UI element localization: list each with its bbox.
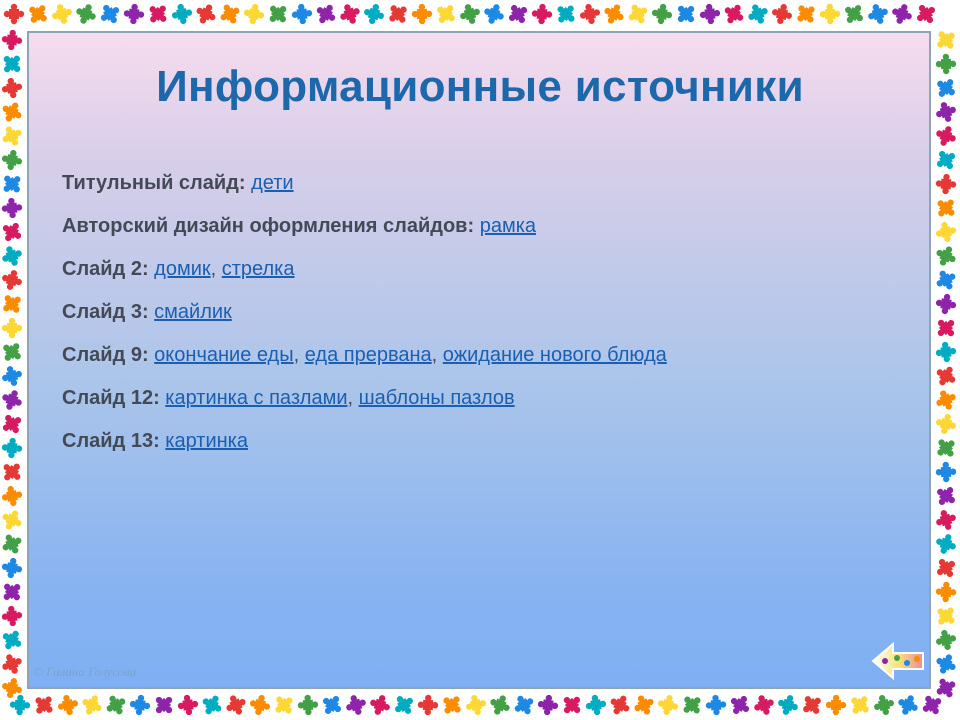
puzzle-piece-icon bbox=[932, 434, 960, 463]
puzzle-piece-icon bbox=[934, 220, 958, 244]
puzzle-piece-icon bbox=[123, 3, 145, 25]
puzzle-piece-icon bbox=[932, 602, 960, 631]
source-line-slide-9 bbox=[62, 340, 922, 383]
puzzle-piece-icon bbox=[932, 26, 960, 55]
puzzle-piece-icon bbox=[537, 694, 560, 717]
puzzle-piece-icon bbox=[0, 122, 26, 149]
puzzle-piece-icon bbox=[932, 362, 960, 390]
source-label: Авторский дизайн оформления слайдов: bbox=[62, 215, 475, 237]
puzzle-piece-icon bbox=[650, 2, 673, 25]
puzzle-piece-icon bbox=[412, 4, 433, 25]
copyright-signature: © Галина Голусова bbox=[33, 664, 137, 679]
puzzle-piece-icon bbox=[144, 0, 173, 28]
puzzle-piece-icon bbox=[935, 581, 956, 602]
puzzle-piece-icon bbox=[0, 651, 25, 678]
puzzle-piece-icon bbox=[932, 266, 960, 294]
puzzle-piece-icon bbox=[935, 173, 957, 195]
puzzle-piece-icon bbox=[819, 3, 840, 24]
puzzle-piece-icon bbox=[49, 1, 74, 26]
puzzle-piece-icon bbox=[367, 692, 393, 718]
source-link[interactable]: картинка bbox=[165, 430, 248, 452]
puzzle-piece-icon bbox=[558, 691, 587, 720]
puzzle-piece-icon bbox=[0, 387, 25, 413]
puzzle-piece-icon bbox=[1, 29, 23, 51]
puzzle-piece-icon bbox=[0, 148, 24, 172]
source-line-slide-3 bbox=[62, 297, 922, 340]
back-arrow-icon[interactable] bbox=[871, 641, 925, 681]
puzzle-piece-icon bbox=[0, 530, 26, 557]
puzzle-piece-icon bbox=[170, 2, 194, 26]
source-label: Слайд 13: bbox=[62, 430, 160, 452]
puzzle-piece-icon bbox=[912, 0, 940, 28]
puzzle-piece-icon bbox=[933, 531, 959, 557]
puzzle-piece-icon bbox=[297, 694, 318, 715]
puzzle-piece-icon bbox=[792, 0, 821, 28]
puzzle-piece-icon bbox=[895, 692, 922, 719]
puzzle-piece-icon bbox=[432, 0, 460, 28]
source-link[interactable]: стрелка bbox=[221, 258, 295, 280]
puzzle-piece-icon bbox=[865, 1, 891, 27]
puzzle-piece-icon bbox=[198, 691, 226, 719]
puzzle-piece-icon bbox=[457, 1, 482, 26]
puzzle-piece-icon bbox=[128, 693, 151, 716]
puzzle-piece-icon bbox=[531, 3, 553, 25]
puzzle-piece-icon bbox=[464, 693, 489, 718]
puzzle-piece-icon bbox=[56, 693, 80, 717]
puzzle-piece-icon bbox=[176, 693, 199, 716]
puzzle-piece-icon bbox=[933, 651, 960, 678]
puzzle-piece-icon bbox=[1, 437, 23, 459]
puzzle-piece-icon bbox=[216, 0, 243, 27]
puzzle-piece-icon bbox=[872, 693, 897, 718]
puzzle-piece-icon bbox=[362, 2, 387, 27]
source-link[interactable]: рамка bbox=[479, 215, 537, 237]
puzzle-piece-icon bbox=[552, 0, 581, 28]
source-link[interactable]: смайлик bbox=[154, 301, 232, 323]
puzzle-piece-icon bbox=[600, 0, 627, 27]
puzzle-piece-icon bbox=[578, 2, 602, 26]
puzzle-piece-icon bbox=[918, 691, 946, 719]
puzzle-piece-icon bbox=[248, 693, 272, 717]
source-link[interactable]: ожидание нового блюда bbox=[442, 344, 667, 366]
source-label: Слайд 2: bbox=[62, 258, 149, 280]
puzzle-piece-icon bbox=[751, 692, 777, 718]
puzzle-piece-icon bbox=[96, 0, 124, 28]
puzzle-piece-icon bbox=[624, 0, 652, 28]
puzzle-piece-icon bbox=[0, 578, 26, 607]
puzzle-piece-icon bbox=[932, 314, 960, 343]
puzzle-piece-icon bbox=[584, 693, 607, 716]
puzzle-piece-icon bbox=[4, 4, 24, 24]
source-link[interactable]: картинка с пазлами bbox=[165, 387, 348, 409]
puzzle-piece-icon bbox=[79, 692, 106, 719]
puzzle-piece-icon bbox=[932, 146, 960, 174]
puzzle-piece-icon bbox=[678, 691, 707, 720]
puzzle-piece-icon bbox=[438, 691, 467, 720]
puzzle-piece-icon bbox=[417, 694, 438, 715]
puzzle-piece-icon bbox=[0, 556, 24, 580]
puzzle-piece-icon bbox=[223, 692, 250, 719]
puzzle-piece-icon bbox=[726, 691, 754, 719]
puzzle-piece-icon bbox=[745, 1, 772, 28]
puzzle-piece-icon bbox=[770, 2, 795, 27]
puzzle-piece-icon bbox=[0, 458, 26, 487]
puzzle-piece-icon bbox=[270, 691, 299, 720]
source-label: Титульный слайд: bbox=[62, 172, 246, 194]
puzzle-piece-icon bbox=[656, 693, 680, 717]
puzzle-piece-icon bbox=[0, 506, 26, 533]
puzzle-piece-icon bbox=[933, 507, 959, 533]
source-line-slide-13 bbox=[62, 426, 922, 469]
puzzle-piece-icon bbox=[889, 1, 915, 27]
puzzle-piece-icon bbox=[192, 0, 219, 27]
puzzle-piece-icon bbox=[606, 691, 634, 719]
puzzle-piece-icon bbox=[0, 410, 26, 438]
puzzle-piece-icon bbox=[840, 0, 868, 28]
puzzle-piece-icon bbox=[935, 461, 956, 482]
puzzle-piece-icon bbox=[699, 3, 722, 26]
source-label: Слайд 12: bbox=[62, 387, 160, 409]
puzzle-piece-icon bbox=[932, 242, 959, 269]
puzzle-piece-icon bbox=[481, 1, 507, 27]
puzzle-piece-icon bbox=[672, 0, 701, 28]
puzzle-piece-icon bbox=[932, 482, 960, 510]
puzzle-piece-icon bbox=[102, 691, 130, 719]
puzzle-piece-icon bbox=[932, 194, 960, 223]
source-link[interactable]: окончание еды bbox=[154, 344, 294, 366]
puzzle-piece-icon bbox=[0, 170, 26, 199]
puzzle-piece-icon bbox=[0, 484, 24, 508]
source-line-slide-12 bbox=[62, 383, 922, 426]
puzzle-piece-icon bbox=[9, 694, 30, 715]
source-line-design bbox=[62, 211, 922, 254]
source-label: Слайд 3: bbox=[62, 301, 149, 323]
puzzle-piece-icon bbox=[264, 0, 293, 28]
puzzle-piece-icon bbox=[0, 267, 25, 292]
puzzle-piece-icon bbox=[24, 0, 53, 28]
puzzle-piece-icon bbox=[932, 674, 960, 702]
puzzle-piece-icon bbox=[30, 691, 59, 720]
source-label: Слайд 9: bbox=[62, 344, 149, 366]
puzzle-piece-icon bbox=[312, 0, 340, 28]
separator: , bbox=[347, 387, 359, 409]
puzzle-piece-icon bbox=[504, 0, 532, 28]
separator: , bbox=[431, 344, 443, 366]
source-link[interactable]: еда прервана bbox=[304, 344, 432, 366]
puzzle-piece-icon bbox=[935, 341, 958, 364]
puzzle-piece-icon bbox=[0, 243, 25, 269]
puzzle-piece-icon bbox=[720, 0, 748, 28]
puzzle-piece-icon bbox=[318, 691, 346, 719]
puzzle-piece-icon bbox=[932, 554, 960, 582]
puzzle-piece-icon bbox=[150, 691, 179, 720]
puzzle-piece-icon bbox=[933, 387, 960, 414]
source-line-slide-2 bbox=[62, 254, 922, 297]
puzzle-piece-icon bbox=[487, 692, 514, 719]
puzzle-piece-icon bbox=[0, 338, 26, 367]
puzzle-piece-icon bbox=[73, 1, 99, 27]
puzzle-piece-icon bbox=[1, 197, 23, 219]
puzzle-piece-icon bbox=[0, 363, 25, 388]
puzzle-piece-icon bbox=[390, 691, 418, 719]
puzzle-piece-icon bbox=[2, 318, 22, 338]
source-link[interactable]: шаблоны пазлов bbox=[358, 387, 515, 409]
page-title: Информационные источники bbox=[156, 62, 804, 111]
puzzle-piece-icon bbox=[798, 691, 826, 719]
puzzle-piece-icon bbox=[705, 694, 727, 716]
source-line-title bbox=[62, 168, 922, 211]
separator: , bbox=[210, 258, 222, 280]
puzzle-piece-icon bbox=[0, 218, 26, 246]
puzzle-piece-icon bbox=[775, 692, 800, 717]
puzzle-piece-icon bbox=[242, 2, 266, 26]
puzzle-piece-icon bbox=[826, 695, 847, 716]
separator: , bbox=[293, 344, 305, 366]
source-link[interactable]: домик bbox=[154, 258, 211, 280]
puzzle-piece-icon bbox=[933, 123, 959, 149]
puzzle-piece-icon bbox=[1, 605, 23, 627]
puzzle-piece-icon bbox=[630, 691, 657, 718]
puzzle-piece-icon bbox=[291, 3, 313, 25]
puzzle-piece-icon bbox=[343, 692, 369, 718]
puzzle-piece-icon bbox=[934, 292, 957, 315]
puzzle-piece-icon bbox=[846, 691, 875, 720]
sources-list bbox=[62, 168, 922, 469]
puzzle-piece-icon bbox=[510, 691, 538, 719]
puzzle-piece-icon bbox=[934, 412, 959, 437]
source-link[interactable]: дети bbox=[251, 172, 294, 194]
puzzle-piece-icon bbox=[934, 628, 958, 652]
puzzle-piece-icon bbox=[0, 626, 26, 654]
puzzle-piece-icon bbox=[384, 0, 413, 28]
puzzle-piece-icon bbox=[0, 290, 26, 319]
puzzle-piece-icon bbox=[337, 1, 364, 28]
